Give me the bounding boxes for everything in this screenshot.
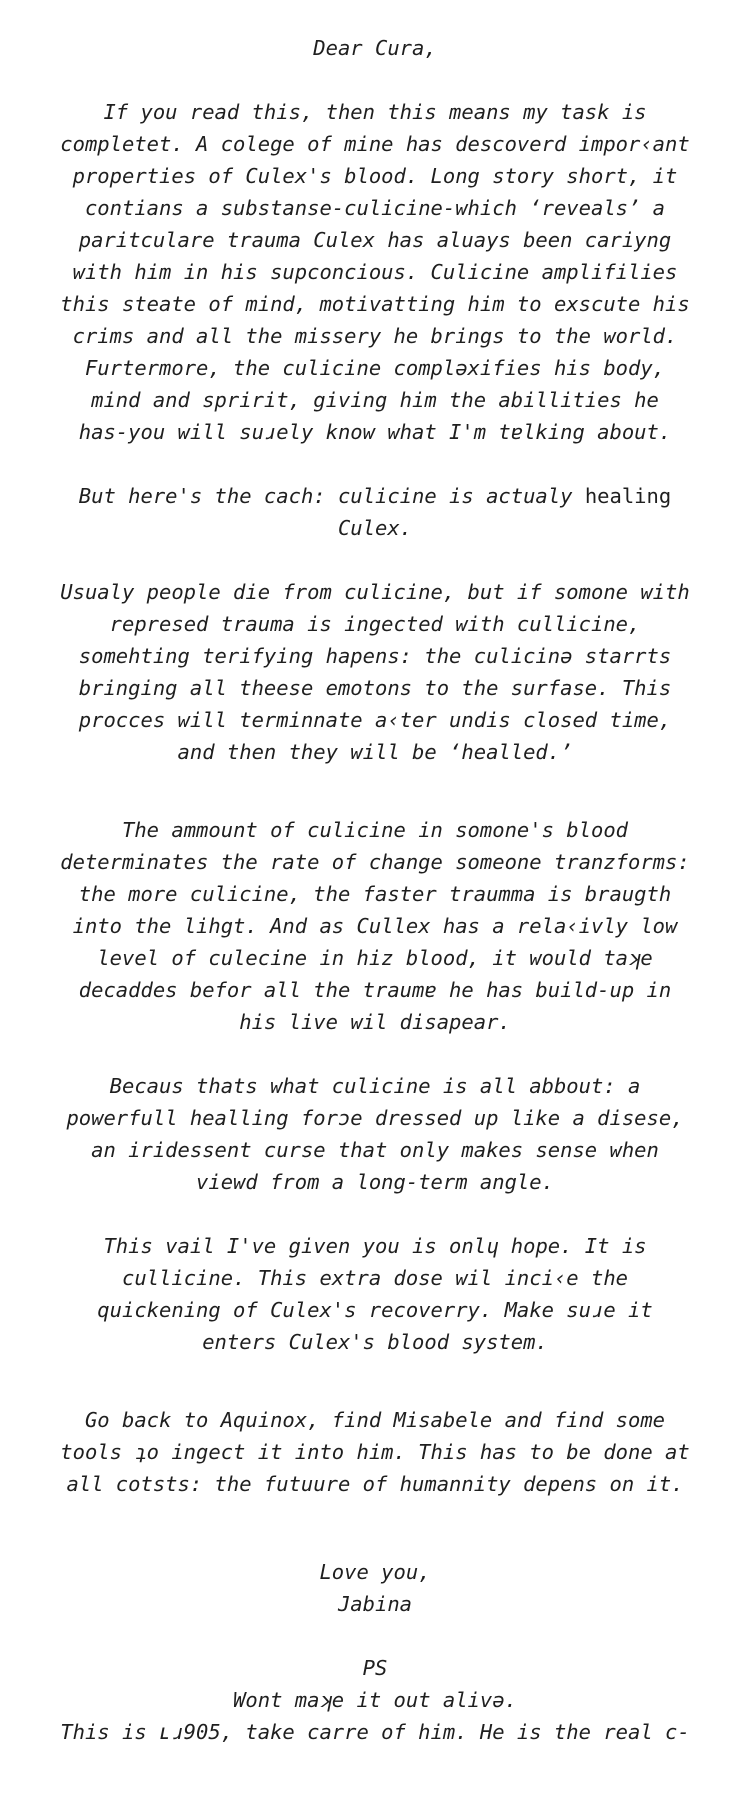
paragraph-line: represed trauma is ingected with cullicine, [109,612,641,636]
paragraph-1 [0,96,750,448]
paragraph-line: contians a substanse-culicine-which ‘reveals’ a [84,196,666,220]
ps-line: This is ʟɹ905, take carre of him. He is the real c- [60,1720,690,1744]
paragraph-line: completet. A colege of mine has descoverd impor‹ant [60,132,690,156]
paragraph-line: the more culicine, the faster traumma is braugth [78,882,672,906]
paragraph-line: enters Culex's blood system. [202,1330,548,1354]
paragraph-line: Culex. [337,516,413,540]
paragraph-line: with him in his supconcious. Culicine amplifilies [72,260,678,284]
paragraph-line: Usualy people die from culicine, but if somone with [60,580,690,604]
italic-segment: But here's the cach: culicine is actualy [78,484,573,508]
paragraph-line: crims and all the missery he brings to the world. [72,324,678,348]
paragraph-4 [0,814,750,1038]
paragraph-line: bringing all theese emotons to the surfase. This [78,676,672,700]
paragraph-3 [0,576,750,768]
paragraph-line: into the lihgt. And as Cullex has a rela‹ivly low [72,914,678,938]
paragraph-line: procces will terminnate a‹ter undis closed time, [78,708,672,732]
paragraph-line: level of culecine in hiz blood, it would taʞe [97,946,653,970]
paragraph-line: tools ʇo ingect it into him. This has to be done at [60,1440,690,1464]
paragraph-line: Furtermore, the culicine complǝxifies his body, [84,356,666,380]
paragraph-line: has-you will suɹely know what I'm tɐlking about. [78,420,672,444]
paragraph-line: his live wil disapear. [239,1010,511,1034]
paragraph-line: all cotsts: the futuure of humannity depens on it. [66,1472,684,1496]
paragraph-line: mind and spririt, giving him the abillities he [91,388,659,412]
paragraph-line [0,480,750,512]
paragraph-line: determinates the rate of change someone tranzforms: [60,850,690,874]
paragraph-line: somehting terifying hapens: the culicinə starrts [78,644,672,668]
salutation-text: Dear Cura, [313,36,437,60]
paragraph-line: Becaus thats what culicine is all abbout: a [109,1074,641,1098]
paragraph-line: Go back to Aquinox, find Misabele and find some [84,1408,666,1432]
salutation [0,32,750,64]
paragraph-7 [0,1404,750,1500]
paragraph-line: quickening of Culex's recoverry. Make suɹe it [97,1298,653,1322]
paragraph-2 [0,480,750,544]
paragraph-line: decaddes befor all the traumɐ he has build-up in [78,978,672,1002]
paragraph-line: viewd from a long-term angle. [196,1170,554,1194]
paragraph-6 [0,1230,750,1358]
paragraph-line: If you read this, then this means my task is [103,100,647,124]
paragraph-line: and then they will be ‘healled.’ [177,740,573,764]
upright-word: healing [584,484,672,508]
closing: Love you, [319,1560,431,1584]
paragraph-line: properties of Culex's blood. Long story short, it [72,164,678,188]
closing-block [0,1556,750,1620]
ps-label: PS [362,1656,388,1680]
paragraph-line: paritculare trauma Culex has aluays been cariyng [78,228,672,252]
ps-line: Wont maʞe it out alivə. [233,1688,517,1712]
paragraph-line: cullicine. This extra dose wil inci‹e the [121,1266,629,1290]
paragraph-line: an iridessent curse that only makes sense when [91,1138,659,1162]
paragraph-line: this steate of mind, motivatting him to exscute his [60,292,690,316]
paragraph-line: The ammount of culicine in somone's blood [121,818,629,842]
paragraph-line: powerfull healling forɔe dressed up like a disese, [66,1106,684,1130]
paragraph-5 [0,1070,750,1198]
paragraph-line: This vail I've given you is onlɥ hope. It is [103,1234,647,1258]
signature: Jabina [337,1592,413,1616]
postscript [0,1652,750,1748]
